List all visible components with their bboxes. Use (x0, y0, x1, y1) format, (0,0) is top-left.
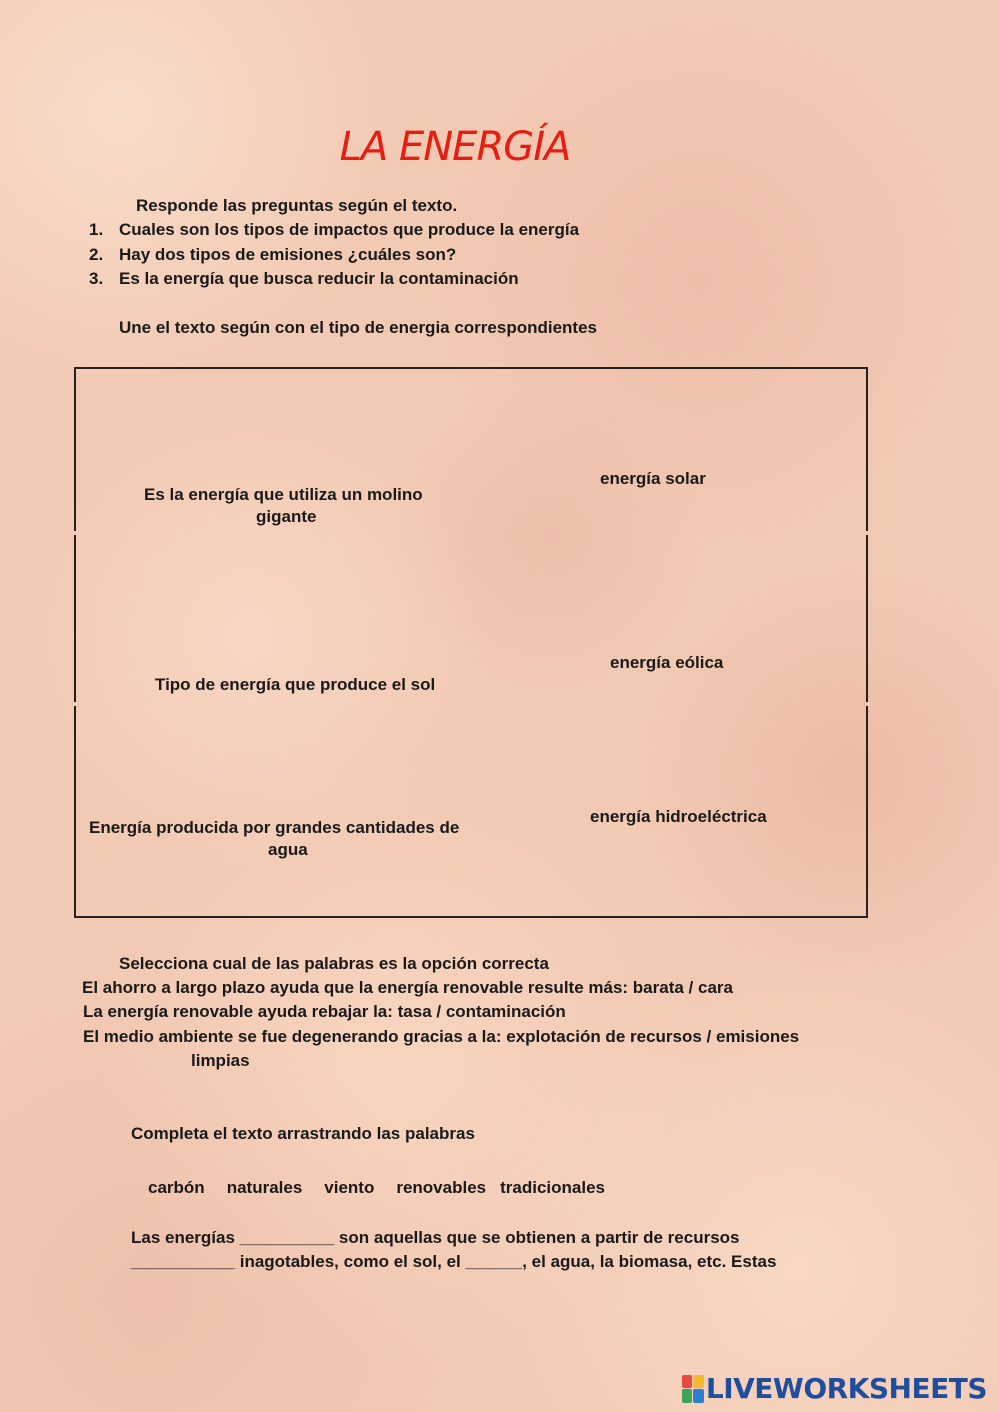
drag-word[interactable]: carbón (148, 1178, 205, 1197)
question-number: 2. (89, 245, 104, 264)
question-2 (89, 245, 456, 265)
question-text: Hay dos tipos de emisiones ¿cuáles son? (119, 245, 457, 264)
question-text: Cuales son los tipos de impactos que produce la energía (119, 220, 580, 239)
question-number: 3. (89, 269, 104, 288)
select-line-2[interactable]: La energía renovable ayuda rebajar la: tasa / contaminación (83, 1002, 566, 1021)
question-text: Es la energía que busca reducir la contaminación (119, 269, 519, 288)
complete-instruction: Completa el texto arrastrando las palabras (131, 1124, 475, 1143)
question-1 (89, 220, 579, 240)
box-divider-gap (72, 531, 78, 535)
match-left-3-line2[interactable]: agua (268, 840, 308, 859)
liveworksheets-logo (682, 1372, 987, 1405)
match-left-1-line2[interactable]: gigante (256, 507, 317, 526)
select-line-1[interactable]: El ahorro a largo plazo ayuda que la energía renovable resulte más: barata / cara (82, 978, 733, 997)
match-right-hidroelectrica[interactable]: energía hidroeléctrica (590, 807, 767, 826)
select-line-3[interactable]: El medio ambiente se fue degenerando gracias a la: explotación de recursos / emisiones (83, 1027, 800, 1046)
drag-word[interactable]: viento (324, 1178, 375, 1197)
drag-word[interactable]: naturales (226, 1178, 303, 1197)
drag-word[interactable]: tradicionales (500, 1178, 605, 1197)
box-divider-gap (866, 702, 872, 706)
questions-instruction: Responde las preguntas según el texto. (136, 196, 458, 215)
match-left-3-line1[interactable]: Energía producida por grandes cantidades de (89, 818, 460, 837)
fill-text-line-2[interactable]: ___________ inagotables, como el sol, el ______, el agua, la biomasa, etc. Estas (131, 1252, 777, 1271)
question-number: 1. (89, 220, 104, 239)
match-left-2[interactable]: Tipo de energía que produce el sol (155, 675, 436, 694)
drag-word[interactable]: renovables (396, 1178, 487, 1197)
word-bank (148, 1178, 605, 1198)
match-right-solar[interactable]: energía solar (600, 469, 706, 488)
select-instruction: Selecciona cual de las palabras es la opción correcta (119, 954, 549, 973)
select-line-3-cont[interactable]: limpias (191, 1051, 250, 1070)
question-3 (89, 269, 519, 289)
fill-text-line-1[interactable]: Las energías __________ son aquellas que se obtienen a partir de recursos (131, 1228, 740, 1247)
match-left-1-line1[interactable]: Es la energía que utiliza un molino (144, 485, 423, 504)
box-divider-gap (866, 531, 872, 535)
logo-text: LIVEWORKSHEETS (705, 1372, 987, 1405)
match-right-eolica[interactable]: energía eólica (610, 653, 724, 672)
box-divider-gap (72, 702, 78, 706)
worksheet-title: LA ENERGÍA (339, 124, 571, 170)
matching-instruction: Une el texto según con el tipo de energia correspondientes (119, 318, 597, 337)
logo-icon (682, 1375, 704, 1403)
